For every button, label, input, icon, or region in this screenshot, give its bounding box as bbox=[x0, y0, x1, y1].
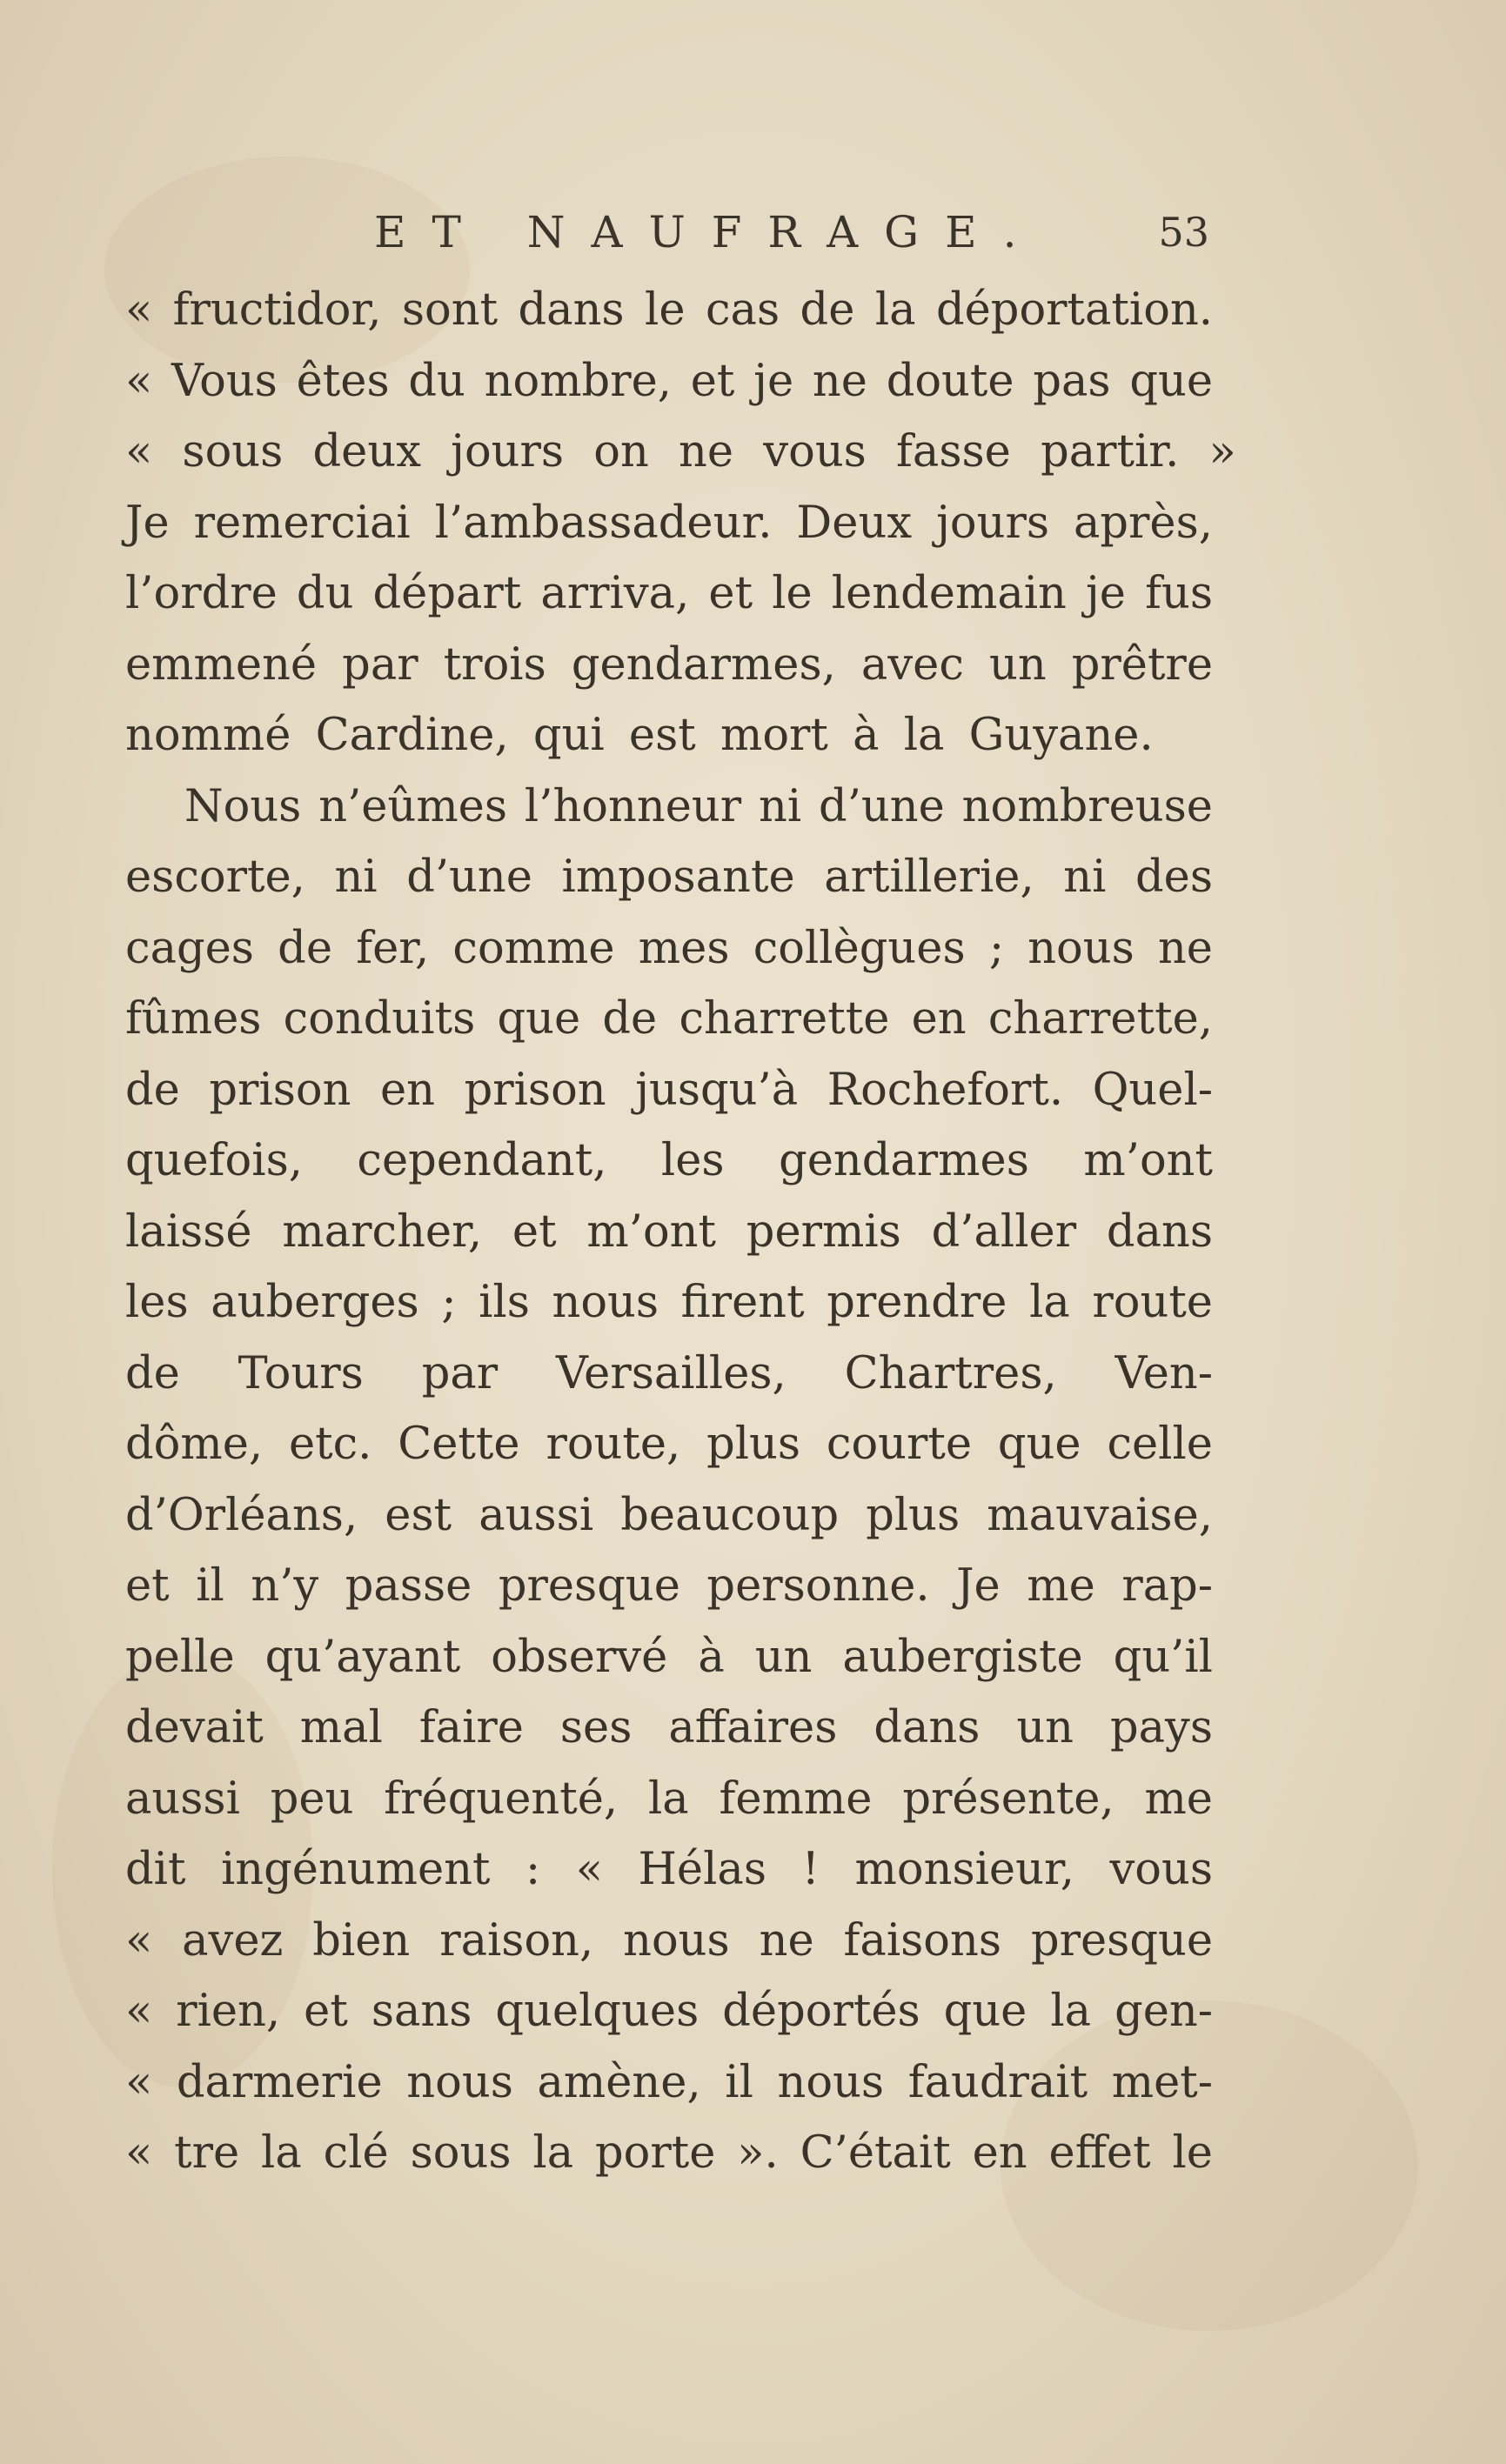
text-line: cages de fer, comme mes collègues ; nous ne bbox=[125, 922, 1213, 974]
paragraph-first-line: Nous n’eûmes l’honneur ni d’une nombreuse bbox=[184, 780, 1213, 832]
running-title: ET NAUFRAGE. bbox=[374, 207, 1043, 257]
page-number: 53 bbox=[1158, 209, 1209, 256]
text-line: dit ingénument : « Hélas ! monsieur, vous bbox=[125, 1844, 1213, 1895]
text-line: aussi peu fréquenté, la femme présente, me bbox=[125, 1773, 1213, 1825]
text-line: « avez bien raison, nous ne faisons presque bbox=[125, 1914, 1213, 1967]
text-line: « tre la clé sous la porte ». C’était en effet le bbox=[125, 2127, 1213, 2179]
text-line: « rien, et sans quelques déportés que la gen- bbox=[125, 1986, 1213, 2037]
text-line: de prison en prison jusqu’à Rochefort. Quel- bbox=[125, 1064, 1213, 1116]
running-head bbox=[374, 202, 1209, 263]
text-line: emmené par trois gendarmes, avec un prêtre bbox=[125, 638, 1213, 691]
text-line: Je remerciai l’ambassadeur. Deux jours après, bbox=[125, 497, 1213, 549]
text-line: pelle qu’ayant observé à un aubergiste qu’il bbox=[125, 1631, 1213, 1683]
text-line: « fructidor, sont dans le cas de la déportation. bbox=[125, 284, 1213, 336]
text-line: et il n’y passe presque personne. Je me rap- bbox=[125, 1560, 1213, 1612]
text-line: laissé marcher, et m’ont permis d’aller dans bbox=[125, 1205, 1213, 1258]
text-line: les auberges ; ils nous firent prendre la route bbox=[125, 1277, 1213, 1328]
text-line: l’ordre du départ arriva, et le lendemain je fus bbox=[125, 568, 1213, 619]
text-line: d’Orléans, est aussi beaucoup plus mauvaise, bbox=[125, 1489, 1213, 1541]
text-line: « darmerie nous amène, il nous faudrait met- bbox=[125, 2056, 1213, 2108]
text-line: escorte, ni d’une imposante artillerie, ni des bbox=[125, 851, 1213, 903]
text-line: devait mal faire ses affaires dans un pays bbox=[125, 1702, 1213, 1753]
text-line: dôme, etc. Cette route, plus courte que celle bbox=[125, 1419, 1213, 1470]
text-line: « sous deux jours on ne vous fasse partir. » bbox=[125, 426, 1236, 477]
body-text bbox=[125, 275, 1236, 2189]
text-line: de Tours par Versailles, Chartres, Ven- bbox=[125, 1347, 1213, 1399]
text-line: « Vous êtes du nombre, et je ne doute pas que bbox=[125, 355, 1213, 407]
text-line: fûmes conduits que de charrette en charrette, bbox=[125, 993, 1213, 1045]
text-line: nommé Cardine, qui est mort à la Guyane. bbox=[125, 710, 1154, 761]
text-line: quefois, cependant, les gendarmes m’ont bbox=[125, 1135, 1213, 1186]
